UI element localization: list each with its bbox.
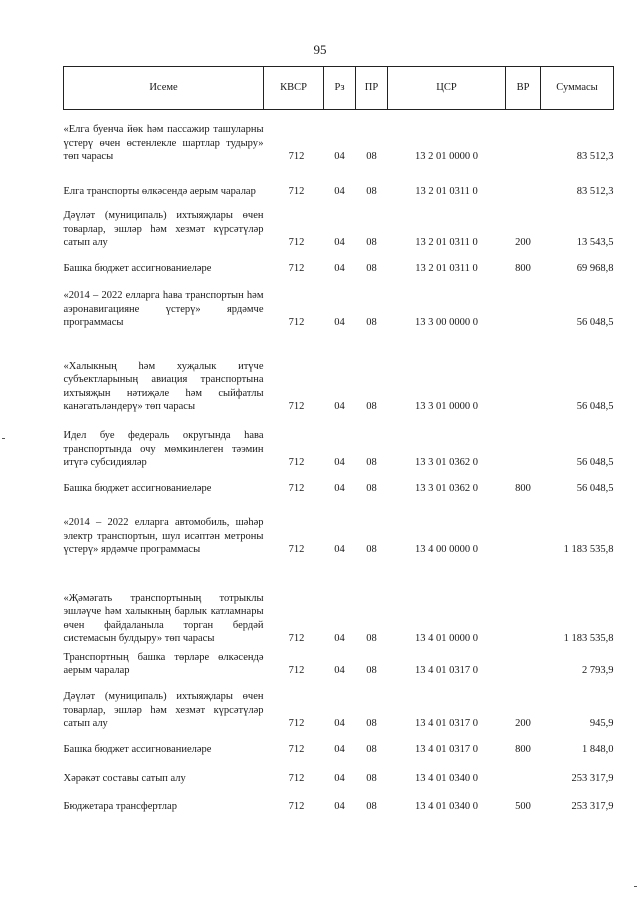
cell-rz: 04 [334, 633, 345, 645]
cell-vr [506, 557, 541, 646]
cell-sum: 1 183 535,8 [563, 544, 614, 556]
cell-kvsr: 712 [288, 151, 305, 163]
page-number: 95 [313, 42, 327, 57]
cell-name: Елга транспорты өлкәсендә аерым чаралар [63, 186, 256, 198]
cell-sum: 83 512,3 [576, 151, 614, 163]
cell-vr: 800 [515, 263, 531, 275]
table-row [64, 276, 614, 330]
cell-kvsr: 712 [288, 237, 305, 249]
cell-rz: 04 [334, 544, 345, 556]
cell-pr: 08 [366, 744, 377, 756]
cell-sum: 1 183 535,8 [563, 633, 614, 645]
table-row [64, 731, 614, 757]
cell-kvsr: 712 [288, 263, 305, 275]
cell-sum: 56 048,5 [576, 401, 614, 413]
cell-vr [506, 414, 541, 470]
cell-csr: 13 4 01 0000 0 [415, 633, 478, 645]
cell-name: Дәүләт (муниципаль) ихтыяҗлары өчен товарлар, эшләр һәм хезмәт күрсәтүләр сатып алу [63, 691, 264, 730]
cell-vr [506, 757, 541, 786]
cell-csr: 13 4 00 0000 0 [415, 544, 478, 556]
table-header-row [64, 67, 614, 110]
cell-kvsr: 712 [288, 744, 305, 756]
cell-csr: 13 3 00 0000 0 [415, 317, 478, 329]
cell-sum: 1 848,0 [582, 744, 614, 756]
cell-rz: 04 [334, 186, 345, 198]
cell-csr: 13 3 01 0000 0 [415, 401, 478, 413]
cell-name: Бюджетара трансфертлар [63, 801, 177, 813]
table-row [64, 678, 614, 731]
cell-name: Транспортның башка төрләре өлкәсендә аерым чаралар [63, 651, 264, 677]
cell-kvsr: 712 [288, 801, 305, 813]
cell-kvsr: 712 [288, 665, 305, 677]
cell-csr: 13 4 01 0317 0 [415, 718, 478, 730]
budget-table [63, 66, 614, 814]
cell-sum: 56 048,5 [576, 457, 614, 469]
cell-name: Башка бюджет ассигнованиеләре [63, 744, 212, 756]
cell-pr: 08 [366, 633, 377, 645]
cell-vr [506, 164, 541, 199]
cell-sum: 253 317,9 [571, 801, 614, 813]
cell-sum: 945,9 [589, 718, 614, 730]
cell-sum: 2 793,9 [582, 665, 614, 677]
cell-sum: 56 048,5 [576, 317, 614, 329]
table-row [64, 330, 614, 414]
cell-name: Башка бюджет ассигнованиеләре [63, 483, 212, 495]
cell-csr: 13 2 01 0311 0 [415, 263, 478, 275]
cell-pr: 08 [366, 401, 377, 413]
cell-csr: 13 4 01 0340 0 [415, 801, 478, 813]
cell-rz: 04 [334, 237, 345, 249]
cell-name: «Халыкның һәм хуҗалык итүче субъектларының авиация транспортына ихтыяҗын нәтиҗәле һәм сыйфатлы канәгатьләндерү» төп чарасы [63, 360, 264, 413]
cell-rz: 04 [334, 151, 345, 163]
cell-csr: 13 2 01 0311 0 [415, 237, 478, 249]
cell-sum: 69 968,8 [576, 263, 614, 275]
cell-kvsr: 712 [288, 544, 305, 556]
cell-pr: 08 [366, 186, 377, 198]
cell-name: Хәрәкәт составы сатып алу [63, 773, 186, 785]
cell-rz: 04 [334, 263, 345, 275]
table-row [64, 470, 614, 496]
cell-pr: 08 [366, 263, 377, 275]
cell-vr [506, 110, 541, 164]
cell-vr [506, 646, 541, 678]
table-row [64, 557, 614, 646]
cell-kvsr: 712 [288, 718, 305, 730]
header-csr: ЦСР [388, 67, 506, 110]
header-rz: Рз [324, 67, 356, 110]
cell-pr: 08 [366, 801, 377, 813]
table-row [64, 786, 614, 814]
table-row [64, 250, 614, 276]
cell-pr: 08 [366, 237, 377, 249]
cell-rz: 04 [334, 457, 345, 469]
margin-mark [2, 438, 5, 439]
cell-sum: 253 317,9 [571, 773, 614, 785]
header-name: Исеме [64, 67, 264, 110]
cell-name: Идел буе федераль округында һава транспортында очу мөмкинлеген тәэмин итүгә субсидияләр [63, 430, 264, 469]
cell-name: «Елга буенча йөк һәм пассажир ташуларны үстерү өчен өстенлекле шартлар тудыру» төп чарасы [63, 124, 264, 163]
cell-vr: 500 [515, 801, 531, 813]
cell-kvsr: 712 [288, 317, 305, 329]
margin-mark [634, 886, 637, 887]
cell-vr: 800 [515, 744, 531, 756]
cell-rz: 04 [334, 665, 345, 677]
header-sum: Суммасы [541, 67, 614, 110]
cell-vr [506, 496, 541, 557]
table-row [64, 496, 614, 557]
cell-pr: 08 [366, 544, 377, 556]
table-row [64, 164, 614, 199]
cell-kvsr: 712 [288, 401, 305, 413]
cell-name: Дәүләт (муниципаль) ихтыяҗлары өчен товарлар, эшләр һәм хезмәт күрсәтүләр сатып алу [63, 210, 264, 249]
cell-csr: 13 2 01 0311 0 [415, 186, 478, 198]
cell-vr: 200 [515, 237, 531, 249]
cell-kvsr: 712 [288, 186, 305, 198]
cell-sum: 13 543,5 [576, 237, 614, 249]
table-body [64, 110, 614, 814]
header-kvsr: КВСР [264, 67, 324, 110]
cell-rz: 04 [334, 801, 345, 813]
cell-vr: 800 [515, 483, 531, 495]
header-vr: ВР [506, 67, 541, 110]
cell-rz: 04 [334, 317, 345, 329]
cell-pr: 08 [366, 483, 377, 495]
cell-rz: 04 [334, 401, 345, 413]
cell-kvsr: 712 [288, 457, 305, 469]
cell-csr: 13 4 01 0340 0 [415, 773, 478, 785]
cell-kvsr: 712 [288, 773, 305, 785]
cell-vr: 200 [515, 718, 531, 730]
cell-pr: 08 [366, 317, 377, 329]
cell-pr: 08 [366, 151, 377, 163]
table-row [64, 110, 614, 164]
cell-name: «2014 – 2022 елларга автомобиль, шәһәр электр транспортын, шул исәптән метроны үстерү» ярдәмче программасы [63, 517, 264, 556]
cell-vr [506, 330, 541, 414]
table-row [64, 199, 614, 250]
table-row [64, 757, 614, 786]
cell-name: Башка бюджет ассигнованиеләре [63, 263, 212, 275]
cell-csr: 13 2 01 0000 0 [415, 151, 478, 163]
header-pr: ПР [356, 67, 388, 110]
cell-pr: 08 [366, 718, 377, 730]
table-row [64, 646, 614, 678]
cell-pr: 08 [366, 457, 377, 469]
cell-rz: 04 [334, 773, 345, 785]
cell-rz: 04 [334, 744, 345, 756]
cell-sum: 56 048,5 [576, 483, 614, 495]
cell-csr: 13 3 01 0362 0 [415, 457, 478, 469]
cell-name: «2014 – 2022 елларга һава транспортын һәм аэронавигацияне үстерү» ярдәмче программасы [63, 290, 264, 329]
cell-rz: 04 [334, 483, 345, 495]
cell-name: «Җәмәгать транспортының тотрыклы эшләүче һәм халыкның барлык катламнары өчен файдаланыла торган бердәй системасын булдыру» төп чарасы [63, 592, 264, 645]
cell-kvsr: 712 [288, 633, 305, 645]
cell-pr: 08 [366, 773, 377, 785]
cell-csr: 13 4 01 0317 0 [415, 665, 478, 677]
cell-sum: 83 512,3 [576, 186, 614, 198]
cell-kvsr: 712 [288, 483, 305, 495]
cell-csr: 13 4 01 0317 0 [415, 744, 478, 756]
cell-vr [506, 276, 541, 330]
cell-pr: 08 [366, 665, 377, 677]
cell-rz: 04 [334, 718, 345, 730]
table-row [64, 414, 614, 470]
cell-csr: 13 3 01 0362 0 [415, 483, 478, 495]
